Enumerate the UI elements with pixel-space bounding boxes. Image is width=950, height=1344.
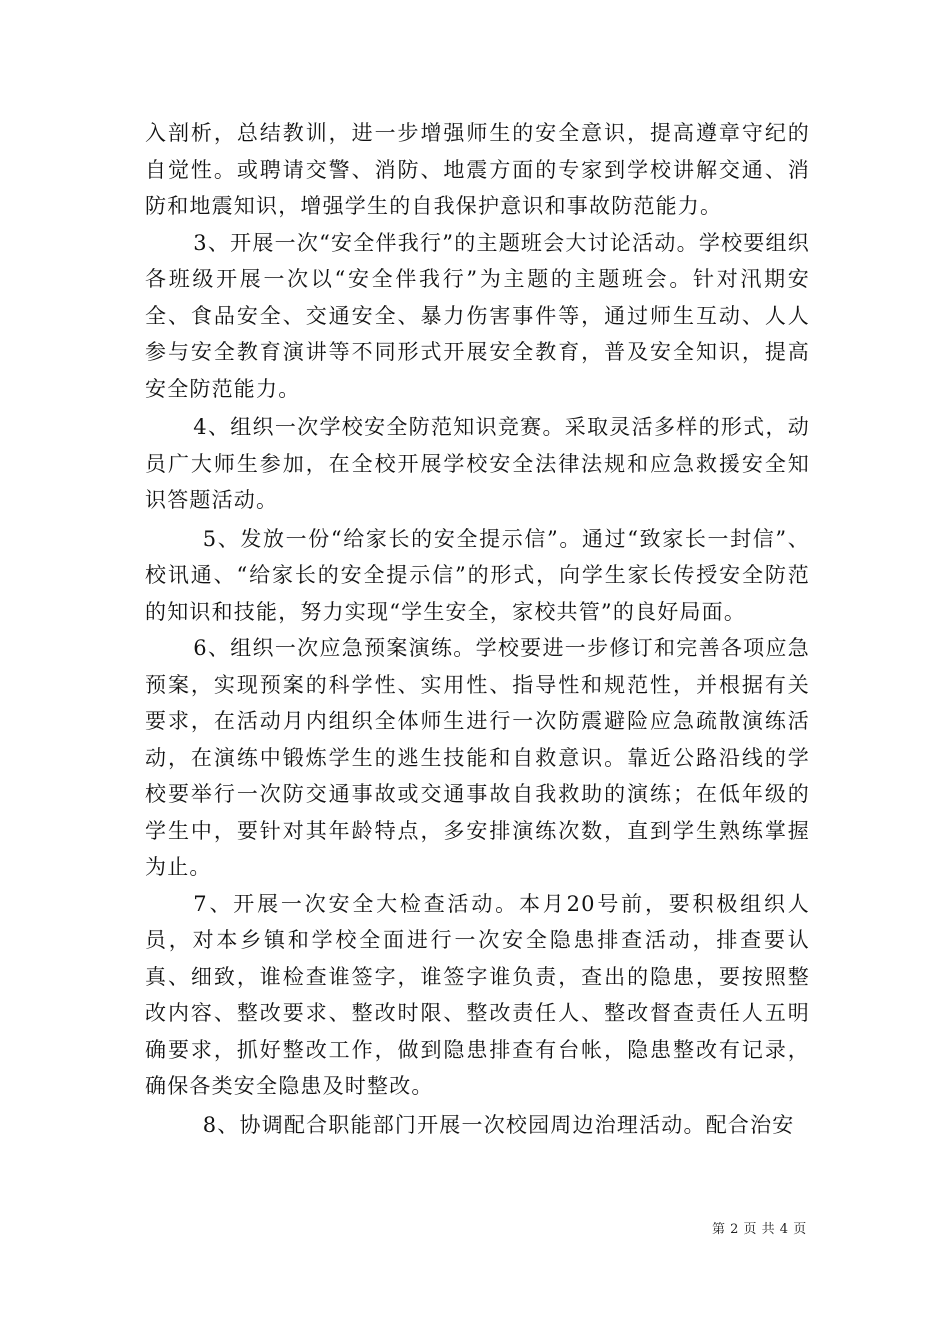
paragraph-item-3: 3、开展一次“安全伴我行”的主题班会大讨论活动。学校要组织各班级开展一次以“安全伴我行”为主题的主题班会。针对汛期安全、食品安全、交通安全、暴力伤害事件等，通过师生互动、人人参与安全教育演讲等不同形式开展安全教育，普及安全知识，提高安全防范能力。 [145, 230, 810, 401]
page-number-footer: 第 2 页 共 4 页 [712, 1222, 807, 1237]
paragraph-item-7: 7、开展一次安全大检查活动。本月20号前，要积极组织人员，对本乡镇和学校全面进行一次安全隐患排查活动，排查要认真、细致，谁检查谁签字，谁签字谁负责，查出的隐患，要按照整改内容、整改要求、整改时限、整改责任人、整改督查责任人五明确要求，抓好整改工作，做到隐患排查有台帐，隐患整改有记录，确保各类安全隐患及时整改。 [145, 891, 810, 1098]
paragraph-item-4: 4、组织一次学校安全防范知识竞赛。采取灵活多样的形式，动员广大师生参加，在全校开展学校安全法律法规和应急救援安全知识答题活动。 [145, 415, 810, 512]
body-text [145, 115, 810, 1143]
paragraph-item-6: 6、组织一次应急预案演练。学校要进一步修订和完善各项应急预案，实现预案的科学性、实用性、指导性和规范性，并根据有关要求，在活动月内组织全体师生进行一次防震避险应急疏散演练活动，在演练中锻炼学生的逃生技能和自救意识。靠近公路沿线的学校要举行一次防交通事故或交通事故自我救助的演练；在低年级的学生中，要针对其年龄特点，多安排演练次数，直到学生熟练掌握为止。 [145, 636, 810, 879]
paragraph-continued: 入剖析，总结教训，进一步增强师生的安全意识，提高遵章守纪的自觉性。或聘请交警、消防、地震方面的专家到学校讲解交通、消防和地震知识，增强学生的自我保护意识和事故防范能力。 [145, 121, 810, 218]
paragraph-item-8: 8、协调配合职能部门开展一次校园周边治理活动。配合治安 [202, 1112, 795, 1137]
paragraph-item-5: 5、发放一份“给家长的安全提示信”。通过“致家长一封信”、校讯通、“给家长的安全提示信”的形式，向学生家长传授安全防范的知识和技能，努力实现“学生安全，家校共管”的良好局面。 [145, 526, 810, 624]
